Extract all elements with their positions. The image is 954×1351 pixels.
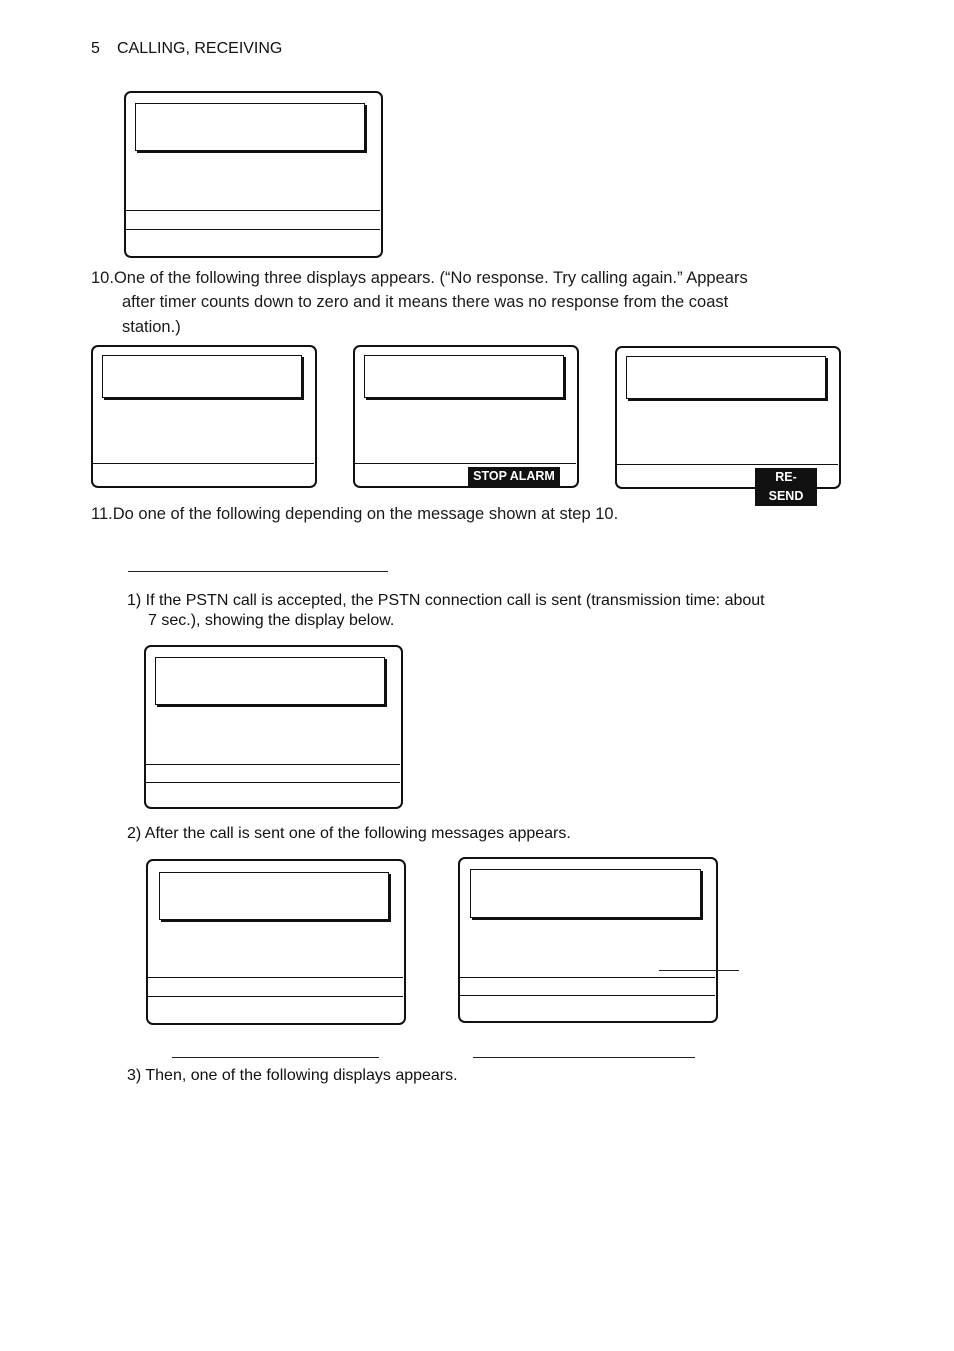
display-divider — [148, 977, 403, 978]
substep-1-line2: 7 sec.), showing the display below. — [148, 612, 395, 629]
display-title-box — [159, 872, 389, 920]
step-10-number: 10. — [91, 269, 114, 287]
step-10 — [91, 266, 851, 290]
display-title-box — [102, 355, 302, 398]
display-title-box — [470, 869, 701, 918]
display-divider — [148, 996, 403, 997]
caption-underline — [172, 1057, 379, 1058]
step-10-line3: station.) — [122, 318, 181, 336]
lcd-display-pstn-connection — [144, 645, 403, 809]
chapter-title: CALLING, RECEIVING — [117, 40, 283, 57]
display-title-box — [155, 657, 385, 705]
step-10-line2: after timer counts down to zero and it means there was no response from the coast — [122, 293, 729, 311]
step-11-text: Do one of the following depending on the message shown at step 10. — [112, 505, 619, 523]
substep-1-line1: 1) If the PSTN call is accepted, the PSTN connection call is sent (transmission time: about — [127, 592, 765, 609]
resend-softkey[interactable]: RE-SEND — [755, 468, 817, 506]
callout-line — [659, 970, 739, 971]
display-divider — [617, 464, 838, 465]
display-title-box — [626, 356, 826, 399]
lcd-display-option-3 — [615, 346, 841, 503]
display-divider — [93, 463, 314, 464]
step-11-number: 11. — [91, 505, 113, 523]
display-divider — [460, 995, 715, 996]
lcd-display-message-1 — [146, 859, 406, 1025]
display-title-box — [364, 355, 564, 398]
display-divider — [126, 229, 380, 230]
display-divider — [460, 977, 715, 978]
step-10-line1: One of the following three displays appears. (“No response. Try calling again.” Appears — [113, 269, 748, 287]
lcd-display-option-2 — [353, 345, 579, 488]
page-number: 5 — [91, 40, 100, 57]
lcd-display-message-2 — [458, 857, 718, 1023]
display-divider — [126, 210, 380, 211]
display-divider — [146, 764, 400, 765]
substep-3: 3) Then, one of the following displays appears. — [127, 1067, 458, 1084]
lcd-display-option-1 — [91, 345, 317, 488]
display-title-box — [135, 103, 365, 151]
lcd-display-sending — [124, 91, 383, 258]
caption-underline — [473, 1057, 695, 1058]
step-11 — [91, 502, 618, 526]
stop-alarm-softkey[interactable]: STOP ALARM — [468, 467, 560, 486]
heading-underline — [128, 571, 388, 572]
substep-2: 2) After the call is sent one of the following messages appears. — [127, 825, 571, 842]
display-divider — [355, 463, 576, 464]
display-divider — [146, 782, 400, 783]
